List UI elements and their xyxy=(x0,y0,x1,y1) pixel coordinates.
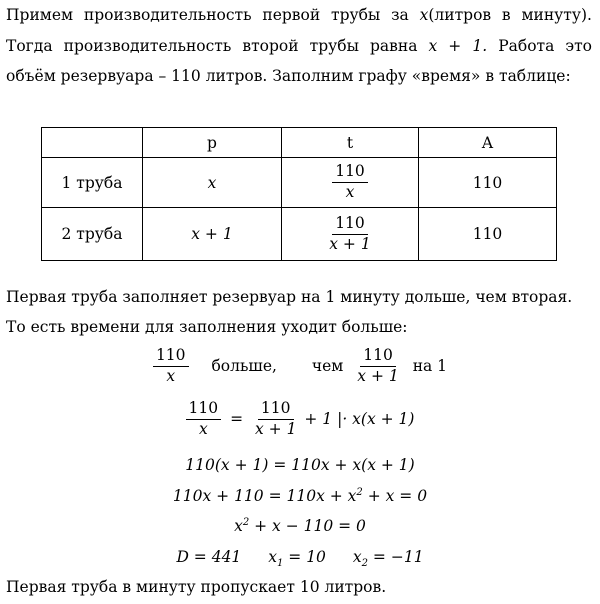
table-row xyxy=(42,158,557,208)
after-line-1: Первая труба заполняет резервуар на 1 минуту дольше, чем вторая. xyxy=(6,288,573,306)
fraction-den: x xyxy=(166,366,176,385)
math-var: x xyxy=(419,6,429,24)
row-label: 1 труба xyxy=(42,158,143,208)
eq-exponent: 2 xyxy=(242,516,250,528)
equation-1 xyxy=(0,347,600,386)
eq-root: = −11 xyxy=(368,548,424,566)
fraction-num: 110 xyxy=(153,347,189,367)
fraction xyxy=(153,347,189,386)
eq-word: чем xyxy=(311,357,344,376)
eq-rest: + 1 |· x(x + 1) xyxy=(304,410,415,429)
eq-root: x xyxy=(268,548,277,566)
eq-discriminant: D = 441 xyxy=(176,548,242,566)
table-header: t xyxy=(282,128,419,158)
cell-p: x + 1 xyxy=(143,208,282,261)
table-header-row xyxy=(42,128,557,158)
eq-part: x xyxy=(234,517,243,535)
fraction-den: x + 1 xyxy=(329,234,371,253)
eq-subscript: 2 xyxy=(361,558,368,570)
fraction xyxy=(332,163,368,202)
fraction-num: 110 xyxy=(332,215,368,235)
fraction-num: 110 xyxy=(258,400,294,420)
conclusion: Первая труба в минуту пропускает 10 литров. xyxy=(6,578,387,596)
eq-root: x xyxy=(352,548,362,566)
cell-t xyxy=(282,158,419,208)
table-row xyxy=(42,208,557,261)
equation-5 xyxy=(0,517,600,535)
cell-a: 110 xyxy=(419,158,557,208)
equation-4 xyxy=(0,487,600,505)
cell-t xyxy=(282,208,419,261)
eq-part: 110x + 110 = 110x + x xyxy=(172,487,357,505)
fraction-den: x + 1 xyxy=(255,419,297,438)
table-header: p xyxy=(143,128,282,158)
eq-part: + x = 0 xyxy=(362,487,428,505)
fraction-num: 110 xyxy=(360,347,396,367)
intro-text: (литров в минуту). xyxy=(428,6,592,24)
fraction-den: x + 1 xyxy=(357,366,399,385)
equation-2: $\frac{110}{x}$ = $\frac{110}{x + 1}$ + 1 |· x(x + 1) xyxy=(0,400,600,439)
row-label: 2 труба xyxy=(42,208,143,261)
intro-text: Тогда производительность второй трубы равна xyxy=(6,37,418,55)
fraction xyxy=(186,400,222,439)
eq-part: + x − 110 = 0 xyxy=(249,517,366,535)
fraction-num: 110 xyxy=(186,400,222,420)
eq-word: больше, xyxy=(211,357,277,376)
intro-line-2 xyxy=(6,37,592,55)
intro-line-1 xyxy=(6,6,592,24)
fraction xyxy=(326,215,373,254)
eq-exponent: 2 xyxy=(356,486,363,498)
table-header xyxy=(42,128,143,158)
intro-text: Работа это xyxy=(498,37,592,55)
eq-root: = 10 xyxy=(283,548,326,566)
intro-line-3: объём резервуара – 110 литров. Заполним графу «время» в таблице: xyxy=(6,67,571,85)
cell-p: x xyxy=(143,158,282,208)
intro-text: Примем производительность первой трубы за xyxy=(6,6,409,24)
equation-6 xyxy=(0,548,600,570)
fraction-num: 110 xyxy=(332,163,368,183)
table-header: A xyxy=(419,128,557,158)
after-line-2: То есть времени для заполнения уходит больше: xyxy=(6,318,408,336)
fraction xyxy=(354,347,401,386)
data-table xyxy=(41,127,557,261)
eq-word: на 1 xyxy=(412,357,448,376)
math-expr: x + 1. xyxy=(428,37,488,55)
cell-a: 110 xyxy=(419,208,557,261)
fraction xyxy=(252,400,299,439)
fraction-den: x xyxy=(345,183,355,201)
fraction-den: x xyxy=(198,419,208,438)
equation-3: 110(x + 1) = 110x + x(x + 1) xyxy=(185,456,415,474)
eq-subscript: 1 xyxy=(276,558,284,570)
